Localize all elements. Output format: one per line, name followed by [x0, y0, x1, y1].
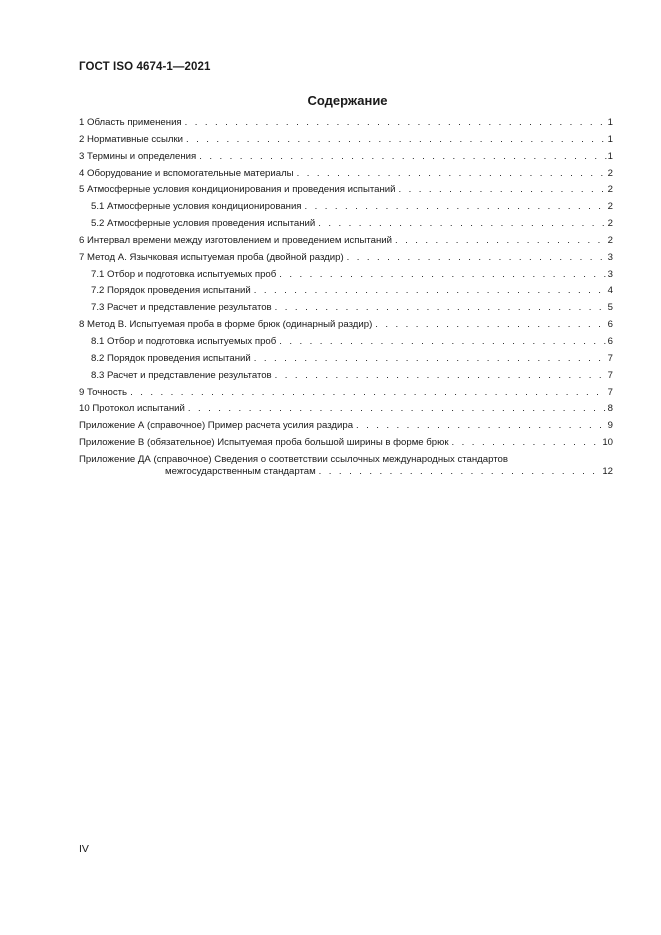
toc-entry-text: 8 Метод В. Испытуемая проба в форме брюк (одинарный раздир): [79, 319, 373, 331]
toc-leader-dots: [452, 435, 602, 452]
toc-entry-text: 6 Интервал времени между изготовлением и проведением испытаний: [79, 234, 392, 246]
toc-entry-page: 3: [607, 268, 613, 280]
toc-entry-text: 8.2 Порядок проведения испытаний: [91, 352, 251, 364]
toc-leader-dots: [254, 351, 607, 368]
toc-entry-text: Приложение А (справочное) Пример расчета усилия раздира: [79, 420, 354, 432]
toc-entry[interactable]: [79, 385, 613, 402]
toc-entry-page: 7: [607, 386, 613, 398]
toc-entry-text: 10 Протокол испытаний: [79, 403, 185, 415]
toc-leader-dots: [399, 182, 607, 199]
toc-entry[interactable]: [79, 351, 613, 368]
toc-entry-page: 2: [607, 234, 613, 246]
toc-entry-text: 8.3 Расчет и представление результатов: [91, 369, 272, 381]
toc-entry-page: 1: [607, 117, 613, 128]
toc-entry-text: 2 Нормативные ссылки: [79, 133, 184, 145]
toc-entry[interactable]: [79, 233, 613, 250]
toc-entry[interactable]: [79, 435, 613, 452]
toc-leader-dots: [185, 115, 607, 132]
table-of-contents: [79, 115, 613, 478]
toc-entry-page: 1: [607, 133, 613, 145]
toc-leader-dots: [279, 334, 606, 351]
toc-entry[interactable]: [79, 283, 613, 300]
toc-entry-page: 7: [607, 369, 613, 381]
toc-entry-text: 4 Оборудование и вспомогательные материалы: [79, 167, 294, 179]
toc-entry-annex-da[interactable]: [79, 454, 613, 478]
toc-entry-page: 3: [607, 251, 613, 263]
toc-entry-page: 8: [607, 403, 613, 415]
toc-entry[interactable]: [79, 216, 613, 233]
toc-entry[interactable]: [79, 418, 613, 435]
toc-leader-dots: [375, 317, 606, 334]
toc-entry-page: 2: [607, 201, 613, 213]
toc-entry-text: 5.1 Атмосферные условия кондиционирования: [91, 201, 302, 213]
toc-entry-page: 2: [607, 184, 613, 196]
toc-leader-dots: [347, 250, 607, 267]
toc-leader-dots: [275, 368, 607, 385]
toc-entry-text-continued: межгосударственным стандартам: [165, 465, 316, 477]
toc-entry[interactable]: [79, 132, 613, 149]
toc-leader-dots: [199, 149, 606, 166]
toc-entry-page: 9: [607, 420, 613, 432]
toc-leader-dots: [297, 166, 607, 183]
toc-leader-dots: [395, 233, 607, 250]
toc-entry-page: 1: [607, 150, 613, 162]
toc-leader-dots: [188, 401, 607, 418]
toc-entry-page: 6: [607, 335, 613, 347]
toc-entry[interactable]: [79, 300, 613, 317]
toc-entry-page: 12: [602, 465, 613, 477]
toc-entry[interactable]: [79, 199, 613, 216]
toc-entry[interactable]: [79, 182, 613, 199]
toc-entry[interactable]: [79, 368, 613, 385]
toc-entry-page: 4: [607, 285, 613, 297]
toc-entry-text: 8.1 Отбор и подготовка испытуемых проб: [91, 335, 277, 347]
toc-entry-text: 5 Атмосферные условия кондиционирования и проведения испытаний: [79, 184, 396, 196]
toc-leader-dots: [356, 418, 607, 435]
toc-entry-text: 1 Область применения: [79, 117, 182, 128]
toc-entry-text: 5.2 Атмосферные условия проведения испытаний: [91, 218, 316, 230]
toc-entry-page: 5: [607, 302, 613, 314]
toc-entry-text: 7.1 Отбор и подготовка испытуемых проб: [91, 268, 277, 280]
toc-leader-dots: [186, 132, 607, 149]
toc-title: Содержание: [307, 93, 388, 108]
toc-entry-page: 6: [607, 319, 613, 331]
toc-entry[interactable]: [79, 166, 613, 183]
toc-entry-page: 2: [607, 167, 613, 179]
toc-leader-dots: [130, 385, 607, 402]
page-number: IV: [79, 843, 89, 855]
toc-entry[interactable]: [79, 115, 613, 132]
toc-leader-dots: [254, 283, 607, 300]
toc-entry[interactable]: [79, 317, 613, 334]
toc-leader-dots: [279, 267, 606, 284]
toc-entry-page: 10: [602, 437, 613, 449]
toc-entry-page: 2: [607, 218, 613, 230]
toc-entry-text: Приложение В (обязательное) Испытуемая проба большой ширины в форме брюк: [79, 437, 449, 449]
toc-entry-text: 7.3 Расчет и представление результатов: [91, 302, 272, 314]
toc-entry-page: 7: [607, 352, 613, 364]
document-header: ГОСТ ISO 4674-1—2021: [79, 61, 211, 73]
toc-entry-text: 3 Термины и определения: [79, 150, 197, 162]
toc-leader-dots: [318, 216, 606, 233]
toc-entry-text: 9 Точность: [79, 386, 128, 398]
toc-entry-text: Приложение ДА (справочное) Сведения о соответствии ссылочных международных стандартов: [79, 453, 508, 465]
toc-entry[interactable]: [79, 250, 613, 267]
toc-leader-dots: [275, 300, 607, 317]
toc-entry[interactable]: [79, 267, 613, 284]
toc-entry[interactable]: [79, 149, 613, 166]
toc-leader-dots: [305, 199, 607, 216]
toc-entry-text: 7 Метод А. Язычковая испытуемая проба (двойной раздир): [79, 251, 344, 263]
toc-entries: [79, 115, 613, 452]
toc-entry[interactable]: [79, 334, 613, 351]
toc-entry-text: 7.2 Порядок проведения испытаний: [91, 285, 251, 297]
toc-leader-dots: [319, 466, 602, 478]
toc-entry[interactable]: [79, 401, 613, 418]
